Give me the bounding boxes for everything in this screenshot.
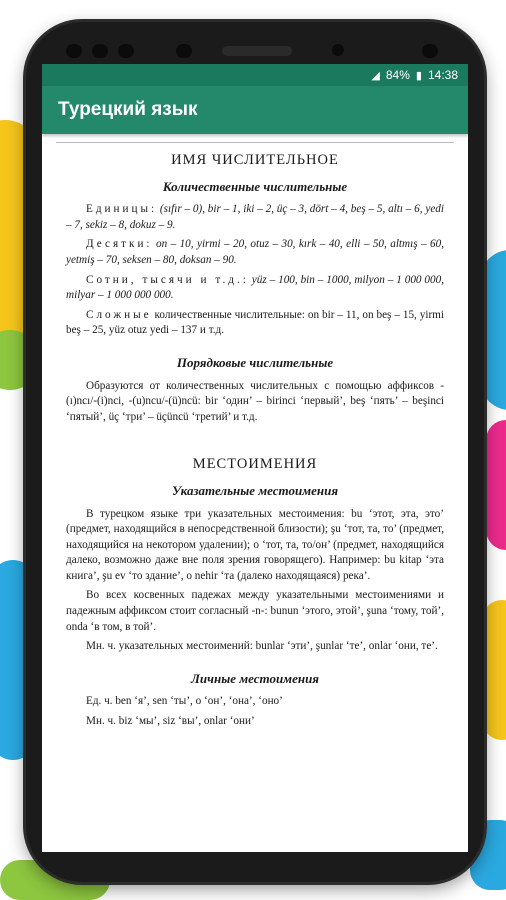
- demonstrative-paragraph-2: Во всех косвенных падежах между указательными местоимениями и падежным аффиксом стоит согласный -n-: bunun ‘этого, этой’, şuna ‘тому, той’, onda ‘в том, в той’.: [66, 589, 444, 633]
- personal-plural: Мн. ч. biz ‘мы’, siz ‘вы’, onlar ‘они’: [86, 715, 255, 728]
- divider: [56, 142, 454, 143]
- units-text: (sıfır – 0), bir – 1, iki – 2, üç – 3, dört – 4, beş – 5, altı – 6, yedi – 7, sekiz – 8, dokuz – 9.: [66, 203, 445, 231]
- units-label: Единицы:: [86, 203, 158, 216]
- app-screen: [42, 64, 468, 852]
- clock: 14:38: [427, 68, 458, 82]
- battery-percentage: 84%: [385, 68, 410, 82]
- demonstrative-paragraph-3: Мн. ч. указательных местоимений: bunlar ‘эти’, şunlar ‘те’, onlar ‘они, те’.: [86, 640, 438, 653]
- pronouns-title: МЕСТОИМЕНИЯ: [192, 456, 318, 473]
- status-bar: [42, 64, 468, 86]
- hundreds-text: yüz – 100, bin – 1000, milyon – 1 000 000, milyar – 1 000 000 000.: [66, 273, 444, 302]
- phone-sensors: [26, 44, 484, 64]
- compound-text: количественные числительные: on bir – 11, on beş – 15, yirmi beş – 25, yüz otuz yedi – 137 и т.д.: [66, 308, 444, 337]
- personal-heading: Личные местоимения: [191, 670, 319, 686]
- tens-paragraph: [66, 237, 444, 268]
- units-paragraph: [66, 202, 444, 233]
- ordinal-heading: Порядковые числительные: [176, 354, 334, 370]
- numerals-title: ИМЯ ЧИСЛИТЕЛЬНОЕ: [171, 152, 339, 168]
- app-bar: [42, 86, 468, 134]
- demonstrative-paragraph-1: В турецком языке три указательных местоимения: bu ‘этот, эта, это’ (предмет, находящийся в непосредственной близости); şu ‘тот, та, то’ (предмет, находящийся на некотором удалении); o ‘тот, та, то/он’ (предмет, находящийся далеко, возможно даже вне поля зрения говорящего). Например: bu kitap ‘эта книга’, şu ev ‘то здание’, o nehir ‘та (далеко находящаяся) река’.: [66, 507, 444, 582]
- personal-singular: Ед. ч. ben ‘я’, sen ‘ты’, o ‘он’, ‘она’, ‘оно’: [86, 695, 283, 708]
- signal-icon: ◢: [371, 69, 380, 82]
- demonstrative-heading: Указательные местоимения: [171, 482, 339, 498]
- ordinal-paragraph: Образуются от количественных числительных с помощью аффиксов -(ı)ncı/-(i)nci, -(u)ncu/-(ü)ncü: bir ‘один’ – birinci ‘первый’, beş ‘пять’ – beşinci ‘пятый’, üç ‘три’ – üçüncü ‘третий’ и т.д.: [66, 379, 444, 423]
- app-title: Турецкий язык: [58, 99, 198, 120]
- tens-text: on – 10, yirmi – 20, otuz – 30, kırk – 40, elli – 50, altmış – 60, yetmiş – 70, seksen – 80, doksan – 90.: [66, 238, 444, 266]
- hundreds-paragraph: [66, 273, 444, 304]
- tens-label: Десятки:: [86, 238, 153, 251]
- compound-label: Сложные: [86, 308, 152, 321]
- compound-paragraph: [66, 308, 444, 339]
- battery-icon: ▮: [415, 69, 422, 82]
- cardinal-heading: Количественные числительные: [162, 178, 348, 194]
- hundreds-label: Сотни, тысячи и т.д.:: [86, 273, 249, 286]
- phone-frame: [26, 22, 484, 882]
- page-content[interactable]: [42, 134, 468, 730]
